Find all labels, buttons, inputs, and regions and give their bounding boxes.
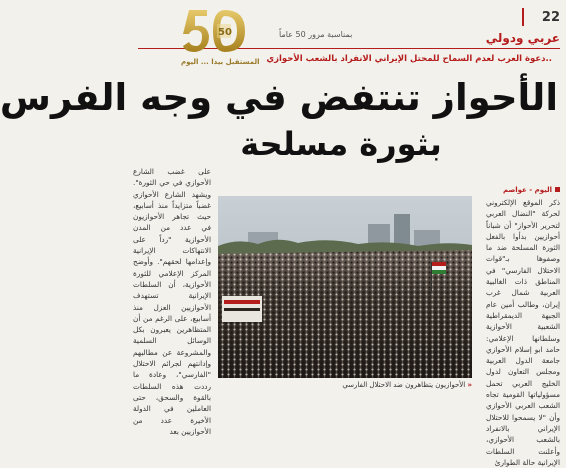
article-column-right: ذكر الموقع الإلكتروني لحركة "النضال العربي لتحرير الأحواز" أن شباناً أحوازيين بدأوا بالفعل الثورة المسلحة ضد ما وصفوها بـ"قوات الاحتلال الفارسي" في المناطق ذات الغالبية العربية شمال غرب إيران، وطالب أمين عام الجبهة الديمقراطية الشعبية الأحوازية وسلطانها الإعلامي: حامد ابو إسلام الأحوازي جامعة الدول العربية ومجلس التعاون لدول الخليج العربي تحمل مسؤولياتها القومية تجاه الشعب العربي الأحوازي وأن "لا يسمحوا للاحتلال الإيراني بالانفراد بالشعب الأحوازي، وأعلنت السلطات الإيرانية حالة الطوارئ: [486, 198, 560, 467]
logo-caption: المستقبل بيدا ... اليوم: [181, 58, 260, 66]
anniversary-text: بمناسبة مرور 50 عاماً: [279, 30, 353, 39]
byline-text: اليوم - عواصم: [502, 186, 552, 194]
subheadline: ..دعوة العرب لعدم السماح للمحتل الإيراني الانفراد بالشعب الأحوازي: [266, 54, 552, 64]
byline: [503, 186, 560, 194]
page-number-divider: [522, 8, 524, 26]
photo-caption: [218, 381, 472, 389]
protest-photo: [218, 196, 472, 378]
section-label: عربي ودولي: [485, 31, 560, 45]
page-number: 22: [541, 10, 560, 25]
svg-text:50: 50: [218, 27, 232, 38]
double-chevron-icon: «: [467, 381, 472, 389]
headline-line-1: الأحواز تنتفض في وجه الفرس: [0, 76, 558, 119]
headline-line-2: بثورة مسلحة: [240, 125, 442, 163]
anniversary-logo-icon: [169, 4, 264, 58]
article-column-left: على غضب الشارع الأحوازي في حي الثورة". ويشهد الشارع الأحوازي غضباً متزايداً منذ أسابيع، حيث تجاهر الأحوازيون في عدد من المدن الأحوازية "رداً على الانتهاكات الإيرانية وإعدامها لحقهم". وأوضح المركز الإعلامي للثورة الأحوازية، أن السلطات الإيرانية تستهدف الأحوازيين العزل منذ أسابيع، على الرغم من أن المتظاهرين يعبرون بكل الوسائل السلمية والمشروعة عن مطالبهم وإدانتهم لجرائم الاحتلال "الفارسي"، وعادة ما رددت هذه السلطات بالقوة والسحق، حتى العاملين في الدولة الأخيرة عدد من الأحوازيين بعد: [133, 167, 211, 436]
photo-caption-text: الأحوازيون يتظاهرون ضد الاحتلال الفارسي: [342, 381, 466, 389]
square-bullet-icon: [555, 187, 560, 192]
